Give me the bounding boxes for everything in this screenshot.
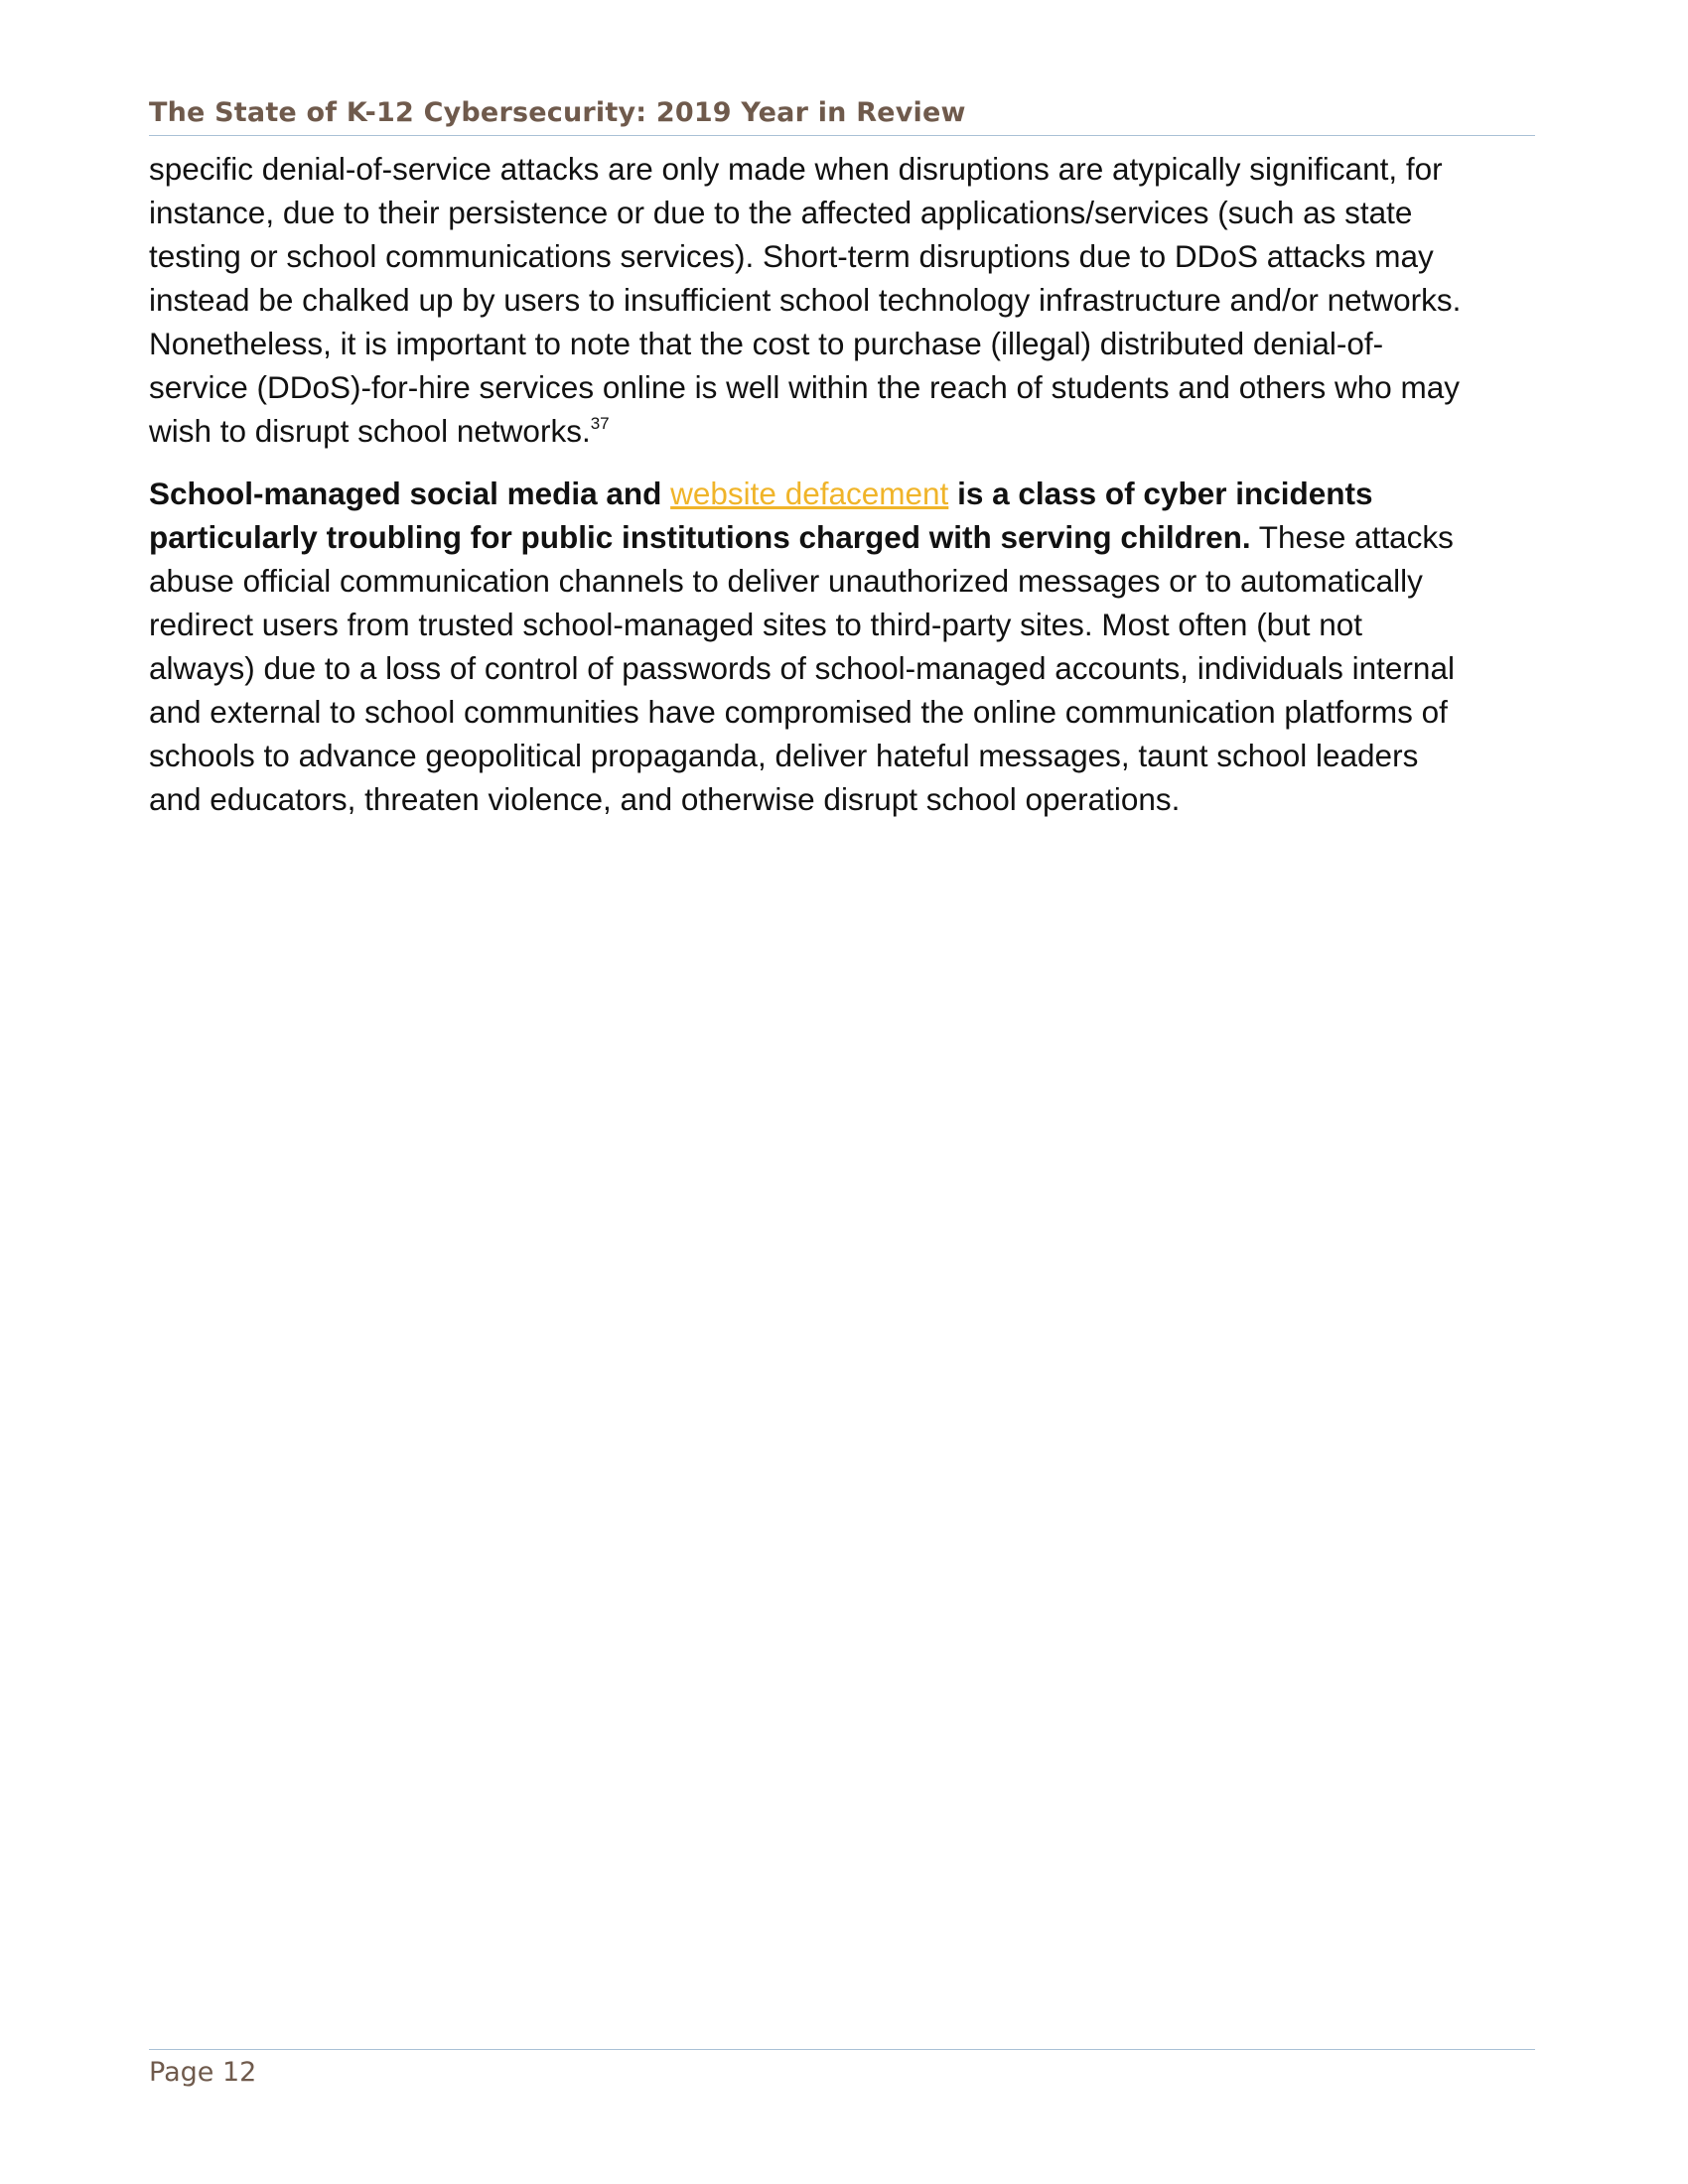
paragraph-ddos — [149, 147, 1539, 453]
text-line: testing or school communications services). Short-term disruptions due to DDoS attacks may — [149, 238, 1434, 274]
header-divider — [149, 135, 1535, 136]
text-line: instance, due to their persistence or due to the affected applications/services (such as state — [149, 195, 1413, 230]
running-header: The State of K-12 Cybersecurity: 2019 Year in Review — [149, 97, 966, 128]
footer-divider — [149, 2049, 1535, 2050]
lead-bold-text: School-managed social media and — [149, 476, 671, 511]
page-number: Page 12 — [149, 2057, 257, 2088]
text-line-lead — [149, 515, 1539, 559]
text-line-lead — [149, 472, 1539, 515]
text-line-last — [149, 409, 1539, 453]
text-line: service (DDoS)-for-hire services online is well within the reach of students and others who may — [149, 369, 1461, 405]
body-content — [149, 147, 1539, 821]
paragraph-defacement — [149, 472, 1539, 821]
text-line: Nonetheless, it is important to note that the cost to purchase (illegal) distributed denial-of- — [149, 326, 1384, 361]
text-line: redirect users from trusted school-managed sites to third-party sites. Most often (but not — [149, 607, 1363, 642]
text-line: always) due to a loss of control of passwords of school-managed accounts, individuals internal — [149, 650, 1455, 686]
text-line: specific denial-of-service attacks are only made when disruptions are atypically significant, for — [149, 151, 1443, 187]
lead-bold-text: is a class of cyber incidents — [948, 476, 1373, 511]
footnote-ref-37[interactable]: 37 — [590, 413, 610, 433]
text-line: instead be chalked up by users to insufficient school technology infrastructure and/or networks. — [149, 282, 1462, 318]
text-line: schools to advance geopolitical propaganda, deliver hateful messages, taunt school leaders — [149, 738, 1419, 773]
lead-bold-text: particularly troubling for public institutions charged with serving children. — [149, 519, 1251, 555]
website-defacement-link[interactable]: website defacement — [670, 476, 949, 511]
text-line: and external to school communities have compromised the online communication platforms of — [149, 694, 1448, 730]
text-line: wish to disrupt school networks. — [149, 413, 591, 449]
text-line: These attacks — [1250, 519, 1454, 555]
text-line: abuse official communication channels to deliver unauthorized messages or to automatically — [149, 563, 1423, 599]
text-line: and educators, threaten violence, and otherwise disrupt school operations. — [149, 781, 1181, 817]
